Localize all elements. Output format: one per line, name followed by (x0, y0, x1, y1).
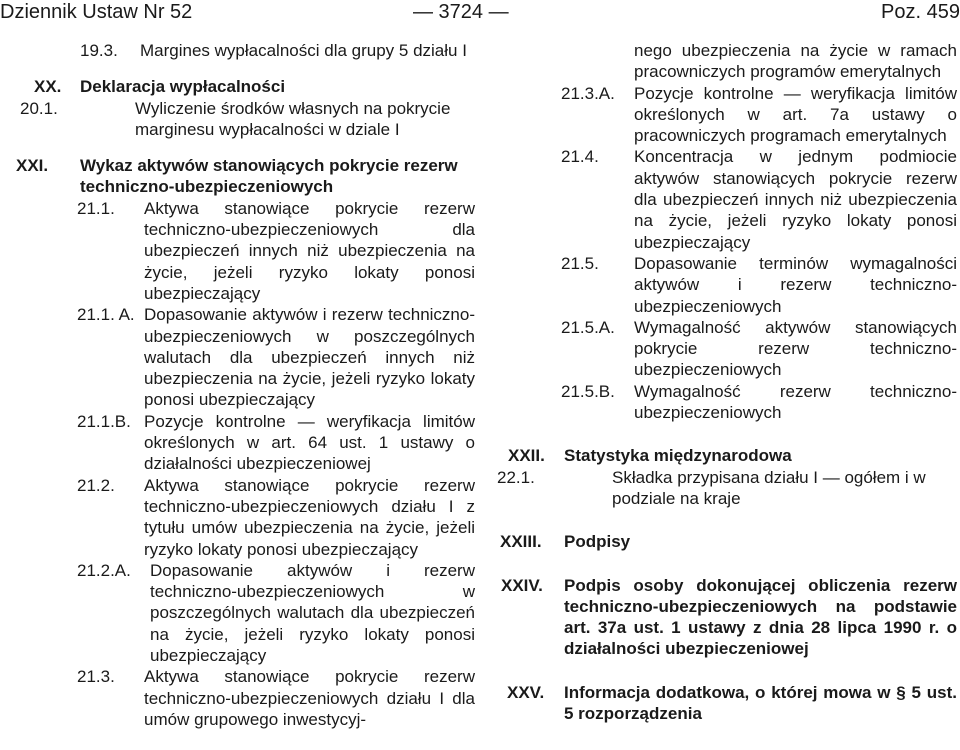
list-item-21-1 (20, 198, 475, 304)
list-item-21-3-a (497, 83, 957, 147)
item-text: Koncentracja w jednym podmiocie aktywów stanowiących pokrycie rezerw dla ubezpieczeń innych niż ubezpieczenia na życie, jeżeli ryzyko lokaty ponosi ubezpieczający (634, 147, 957, 252)
list-item-21-1-b (20, 411, 475, 475)
section-number: XXII. (508, 446, 545, 466)
item-text (564, 467, 957, 510)
right-column (497, 40, 957, 724)
section-title: Wykaz aktywów stanowiących pokrycie rezerw techniczno-ubezpieczeniowych (80, 156, 458, 197)
journal-title: Dziennik Ustaw Nr 52 (0, 1, 193, 23)
section-number: XXV. (507, 682, 545, 702)
list-item-20-1 (20, 98, 475, 141)
page-number: — 3724 — (413, 1, 509, 23)
item-number: 21.5.A. (561, 317, 615, 337)
item-number: 22.1. (497, 467, 535, 487)
list-item-21-2 (20, 475, 475, 560)
list-item-21-4 (497, 146, 957, 252)
section-heading-xxiii (497, 531, 957, 552)
item-text-content: Składka przypisana działu I — ogółem i w podziale na kraje (612, 467, 926, 508)
page-header (0, 0, 960, 30)
item-number: 21.3. (77, 667, 115, 687)
section-title: Deklaracja wypłacalności (80, 77, 286, 97)
item-number: 21.2. (77, 475, 115, 495)
item-text: Dopasowanie aktywów i rezerw techniczno-ubezpieczeniowych w poszczególnych walutach dla ubezpieczeń innych niż ubezpieczenia na życie, jeżeli ryzyko lokaty ponosi ubezpieczający (144, 305, 475, 410)
item-number: 20.1. (20, 98, 58, 118)
item-text: Aktywa stanowiące pokrycie rezerw techniczno-ubezpieczeniowych działu I z tytułu umów ubezpieczenia na życie, jeżeli ryzyko lokaty ponosi ubezpieczający (144, 475, 475, 559)
section-title: Podpisy (564, 532, 631, 552)
item-text: Wyliczenie środków własnych na pokrycie marginesu wypłacalności w dziale I (135, 98, 451, 139)
list-item-22-1 (497, 467, 957, 510)
item-text: Wymagalność aktywów stanowiących pokrycie rezerw techniczno-ubezpieczeniowych (634, 317, 957, 380)
item-text: Wymagalność rezerw techniczno-ubezpieczeniowych (634, 381, 957, 423)
item-text: Dopasowanie aktywów i rezerw techniczno-ubezpieczeniowych w poszczególnych walutach dla ubezpieczeń na życie, jeżeli ryzyko lokaty ponosi ubezpieczający (150, 560, 475, 666)
section-heading-xxi (16, 155, 475, 198)
item-text: Pozycje kontrolne — weryfikacja limitów określonych w art. 7a ustawy o pracowniczych programach emerytalnych (634, 83, 957, 146)
list-item-21-5-b (497, 381, 957, 424)
section-title: Podpis osoby dokonującej obliczenia rezerw techniczno-ubezpieczeniowych na podstawie art. 37a ust. 1 ustawy z dnia 28 lipca 1990 r. o działalności ubezpieczeniowej (564, 575, 957, 659)
item-text: Pozycje kontrolne — weryfikacja limitów określonych w art. 64 ust. 1 ustawy o działalności ubezpieczeniowej (144, 411, 475, 474)
item-text: nego ubezpieczenia na życie w ramach pracowniczych programów emerytalnych (634, 41, 957, 82)
left-column (16, 40, 475, 730)
section-number: XX. (34, 77, 62, 97)
list-item-21-3 (20, 666, 475, 730)
list-item-19-3 (20, 40, 475, 61)
section-heading-xxiv (497, 575, 957, 660)
section-number: XXIV. (501, 575, 543, 595)
list-item-continuation (497, 40, 957, 83)
item-text: Aktywa stanowiące pokrycie rezerw techniczno-ubezpieczeniowych działu I dla umów grupowego inwestycyj- (144, 667, 475, 729)
list-item-21-5 (497, 253, 957, 317)
section-number: XXI. (16, 156, 49, 176)
list-item-21-1-a (20, 304, 475, 410)
list-item-21-5-a (497, 317, 957, 381)
section-heading-xxii (497, 445, 957, 466)
item-number: 21.4. (561, 147, 599, 167)
section-title: Informacja dodatkowa, o której mowa w § 5 ust. 5 rozporządzenia (564, 682, 957, 724)
item-text: Dopasowanie terminów wymagalności aktywów i rezerw techniczno-ubezpieczeniowych (634, 253, 957, 316)
item-number: 21.2.A. (77, 560, 131, 580)
section-heading-xxv (497, 682, 957, 725)
item-text: Aktywa stanowiące pokrycie rezerw techniczno-ubezpieczeniowych dla ubezpieczeń innych niż ubezpieczenia na życie, jeżeli ryzyko lokaty ponosi ubezpieczający (144, 198, 475, 303)
section-number: XXIII. (500, 532, 542, 552)
list-item-21-2-a (20, 560, 475, 666)
section-heading-xx (20, 76, 475, 97)
item-number: 21.1. A. (77, 305, 135, 325)
item-number: 21.1.B. (77, 411, 131, 431)
position-number: Poz. 459 (881, 1, 960, 23)
item-number: 21.3.A. (561, 83, 615, 103)
item-number: 21.1. (77, 198, 115, 218)
item-number: 21.5. (561, 253, 599, 273)
item-number: 19.3. (80, 41, 118, 60)
section-title: Statystyka międzynarodowa (564, 446, 792, 466)
item-text: Margines wypłacalności dla grupy 5 działu I (140, 41, 467, 60)
item-number: 21.5.B. (561, 381, 615, 401)
